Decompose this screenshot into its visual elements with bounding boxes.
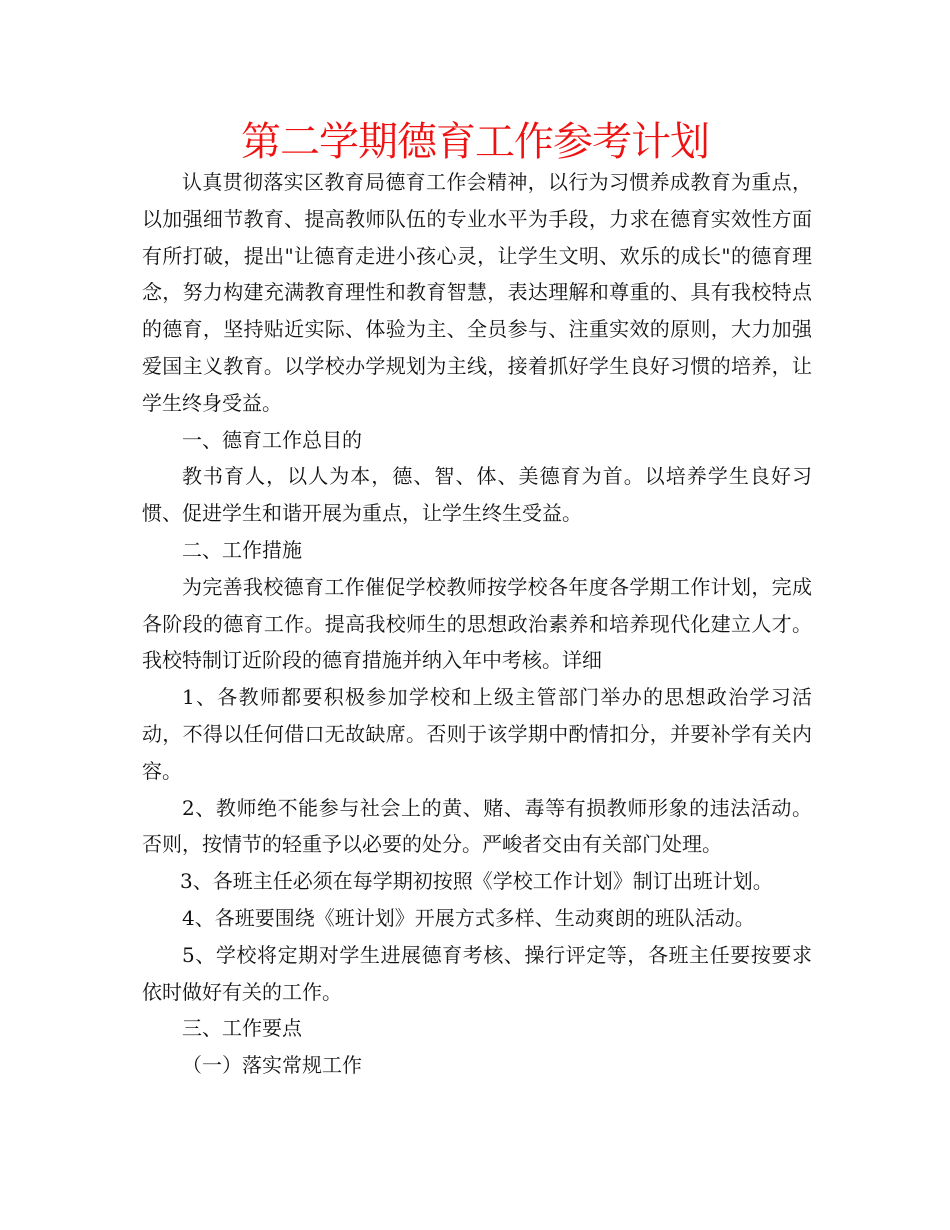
measure-item-3: 3、各班主任必须在每学期初按照《学校工作计划》制订出班计划。 — [180, 869, 773, 894]
subheading-routine-work: （一）落实常规工作 — [182, 1053, 362, 1078]
paragraph-overall-goal: 教书育人，以人为本，德、智、体、美德育为首。以培养学生良好习惯、促进学生和谐开展为重点，让学生终生受益。 — [142, 464, 812, 526]
document-body — [142, 164, 812, 1084]
paragraph-intro: 认真贯彻落实区教育局德育工作会精神，以行为习惯养成教育为重点，以加强细节教育、提高教师队伍的专业水平为手段，力求在德育实效性方面有所打破，提出"让德育走进小孩心灵，让学生文明、欢乐的成长"的德育理念，努力构建充满教育理性和教育智慧，表达理解和尊重的、具有我校特点的德育，坚持贴近实际、体验为主、全员参与、注重实效的原则，大力加强爱国主义教育。以学校办学规划为主线，接着抓好学生良好习惯的培养，让学生终身受益。 — [142, 170, 812, 415]
paragraph-work-measures: 为完善我校德育工作催促学校教师按学校各年度各学期工作计划，完成各阶段的德育工作。提高我校师生的思想政治素养和培养现代化建立人才。我校特制订近阶段的德育措施并纳入年中考核。详细 — [142, 574, 812, 673]
heading-work-measures: 二、工作措施 — [182, 537, 302, 562]
measure-item-5: 5、学校将定期对学生进展德育考核、操行评定等，各班主任要按要求依时做好有关的工作。 — [142, 942, 812, 1004]
measure-item-2: 2、教师绝不能参与社会上的黄、赌、毒等有损教师形象的违法活动。否则，按情节的轻重予以必要的处分。严峻者交由有关部门处理。 — [142, 795, 812, 857]
heading-overall-goal: 一、德育工作总目的 — [182, 427, 362, 452]
measure-item-1: 1、各教师都要积极参加学校和上级主管部门举办的思想政治学习活动，不得以任何借口无故缺席。否则于该学期中酌情扣分，并要补学有关内容。 — [142, 685, 812, 783]
document-title: 第二学期德育工作参考计划 — [241, 119, 709, 165]
heading-work-points: 三、工作要点 — [182, 1016, 302, 1041]
measure-item-4: 4、各班要围绕《班计划》开展方式多样、生动爽朗的班队活动。 — [182, 905, 755, 930]
